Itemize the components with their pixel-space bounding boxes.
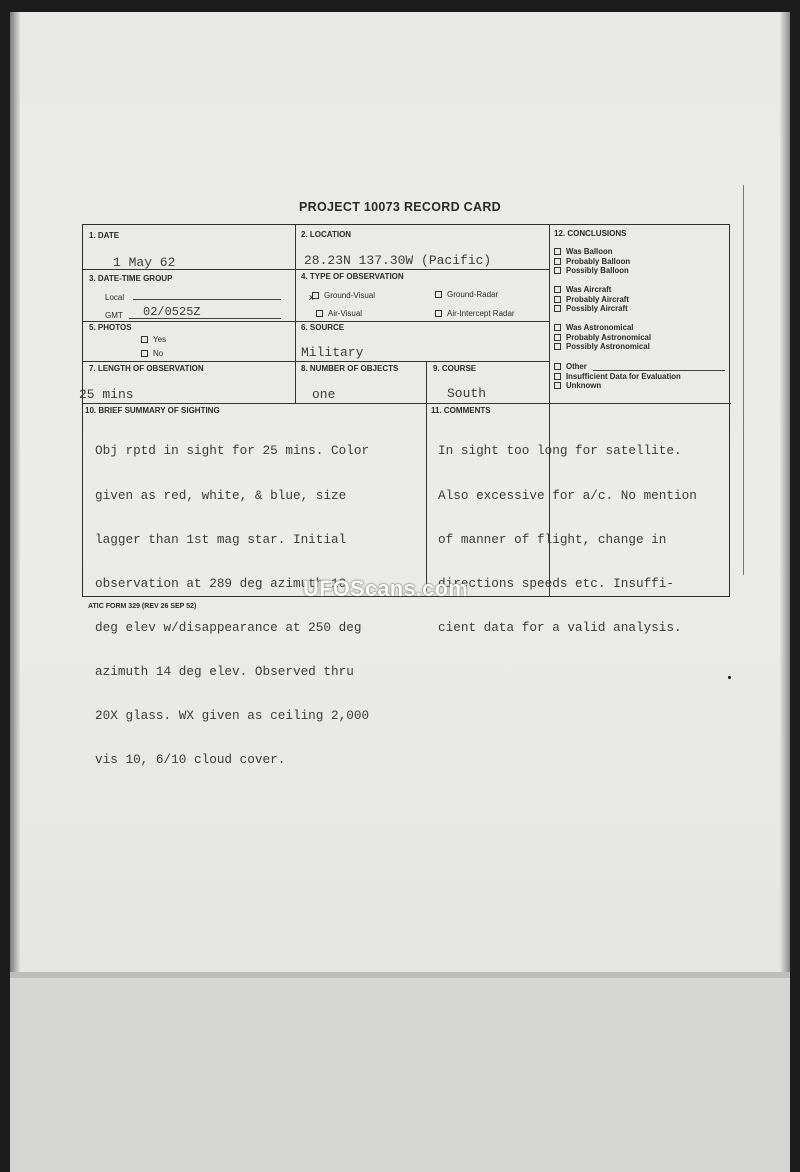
length-label: 7. LENGTH OF OBSERVATION bbox=[89, 364, 204, 373]
summary-line: observation at 289 deg azimuth 10 bbox=[95, 575, 347, 591]
summary-line: azimuth 14 deg elev. Observed thru bbox=[95, 663, 354, 679]
local-underline bbox=[133, 299, 281, 300]
length-value: 25 mins bbox=[79, 387, 134, 402]
comments-text bbox=[438, 415, 697, 665]
conclusion-label: Was Balloon bbox=[566, 247, 613, 256]
summary-line: deg elev w/disappearance at 250 deg bbox=[95, 619, 362, 635]
form-number: ATIC FORM 329 (REV 26 SEP 52) bbox=[88, 603, 197, 610]
conclusion-item[interactable] bbox=[554, 257, 630, 267]
conclusion-group-balloon bbox=[554, 247, 630, 276]
checkbox-icon bbox=[554, 248, 561, 255]
conclusion-group-other bbox=[554, 362, 681, 391]
speck bbox=[728, 676, 731, 679]
checkbox-icon bbox=[554, 286, 561, 293]
conclusion-label: Insufficient Data for Evaluation bbox=[566, 371, 681, 381]
conclusion-label: Was Astronomical bbox=[566, 323, 634, 332]
source-value: Military bbox=[301, 345, 364, 360]
checkbox-icon bbox=[435, 291, 442, 298]
gmt-value: 02/0525Z bbox=[143, 305, 201, 319]
conclusion-group-astronomical bbox=[554, 323, 651, 352]
air-visual-option[interactable] bbox=[316, 309, 362, 318]
date-label: 1. DATE bbox=[89, 231, 120, 240]
ground-radar-option[interactable] bbox=[435, 290, 498, 299]
grid-line bbox=[83, 403, 731, 404]
checkbox-icon bbox=[554, 258, 561, 265]
conclusion-item[interactable] bbox=[554, 304, 629, 314]
other-underline bbox=[593, 370, 725, 371]
location-value: 28.23N 137.30W (Pacific) bbox=[304, 253, 492, 268]
course-label: 9. COURSE bbox=[433, 364, 477, 373]
watermark: UFOScans.com bbox=[303, 576, 469, 601]
summary-line: vis 10, 6/10 cloud cover. bbox=[95, 752, 286, 768]
lower-sheet bbox=[10, 978, 790, 1172]
comments-line: directions speeds etc. Insuffi- bbox=[438, 575, 675, 591]
checkbox-icon bbox=[554, 296, 561, 303]
grid-line bbox=[426, 361, 427, 597]
conclusion-label: Other bbox=[566, 362, 587, 371]
summary-line: lagger than 1st mag star. Initial bbox=[95, 531, 347, 547]
conclusion-group-aircraft bbox=[554, 285, 629, 314]
conclusion-label: Possibly Astronomical bbox=[566, 342, 650, 351]
gmt-underline bbox=[129, 318, 281, 319]
grid-line bbox=[295, 225, 296, 403]
comments-line: of manner of flight, change in bbox=[438, 531, 667, 547]
checkbox-icon bbox=[554, 305, 561, 312]
comments-line: In sight too long for satellite. bbox=[438, 443, 682, 459]
page-shadow-right bbox=[780, 12, 790, 972]
air-visual-label: Air-Visual bbox=[328, 309, 363, 318]
grid-line bbox=[83, 321, 549, 322]
checkbox-icon bbox=[554, 324, 561, 331]
summary-line: 20X glass. WX given as ceiling 2,000 bbox=[95, 708, 370, 724]
dtg-label: 3. DATE-TIME GROUP bbox=[89, 274, 173, 283]
checkbox-icon bbox=[554, 363, 561, 370]
obs-type-label: 4. TYPE OF OBSERVATION bbox=[301, 272, 404, 281]
conclusion-label: Unknown bbox=[566, 381, 602, 390]
summary-line: given as red, white, & blue, size bbox=[95, 487, 347, 503]
gmt-label: GMT bbox=[105, 311, 123, 320]
summary-line: Obj rptd in sight for 25 mins. Color bbox=[95, 443, 370, 459]
checkbox-icon bbox=[141, 350, 148, 357]
checkbox-icon bbox=[554, 373, 561, 380]
conclusion-item[interactable] bbox=[554, 247, 630, 257]
objects-value: one bbox=[312, 387, 336, 402]
air-intercept-label: Air-Intercept Radar bbox=[447, 309, 515, 318]
checkbox-icon bbox=[554, 334, 561, 341]
grid-line bbox=[83, 361, 549, 362]
check-mark: x bbox=[309, 292, 314, 302]
photos-no-label: No bbox=[153, 349, 164, 358]
checkbox-icon bbox=[316, 310, 323, 317]
conclusion-item[interactable] bbox=[554, 266, 630, 276]
comments-line: Also excessive for a/c. No mention bbox=[438, 487, 697, 503]
source-label: 6. SOURCE bbox=[301, 323, 345, 332]
checkbox-icon bbox=[141, 336, 148, 343]
air-intercept-option[interactable] bbox=[435, 309, 515, 318]
conclusion-item[interactable] bbox=[554, 295, 629, 305]
checkbox-icon bbox=[554, 267, 561, 274]
conclusion-label: Possibly Balloon bbox=[566, 266, 629, 275]
conclusion-item[interactable] bbox=[554, 323, 651, 333]
conclusion-label: Possibly Aircraft bbox=[566, 304, 628, 313]
checkbox-icon bbox=[554, 382, 561, 389]
checkbox-icon bbox=[554, 343, 561, 350]
ground-radar-label: Ground-Radar bbox=[447, 290, 499, 299]
comments-line: cient data for a valid analysis. bbox=[438, 619, 682, 635]
conclusion-label: Probably Aircraft bbox=[566, 294, 629, 304]
card-title: PROJECT 10073 RECORD CARD bbox=[299, 200, 501, 214]
margin-rule bbox=[743, 185, 744, 575]
course-value: South bbox=[447, 386, 487, 401]
photos-yes-label: Yes bbox=[153, 335, 167, 344]
conclusion-item[interactable] bbox=[554, 381, 681, 391]
ground-visual-label: Ground-Visual bbox=[324, 291, 375, 300]
conclusion-item[interactable] bbox=[554, 372, 681, 382]
conclusion-item[interactable] bbox=[554, 333, 651, 343]
local-label: Local bbox=[105, 293, 125, 302]
photos-no-option[interactable] bbox=[141, 349, 163, 358]
photos-yes-option[interactable] bbox=[141, 335, 166, 344]
page-shadow-left bbox=[10, 12, 20, 972]
summary-label: 10. BRIEF SUMMARY OF SIGHTING bbox=[85, 406, 220, 415]
date-value: 1 May 62 bbox=[113, 255, 176, 270]
conclusion-label: Probably Balloon bbox=[566, 256, 631, 266]
conclusion-label: Was Aircraft bbox=[566, 285, 612, 294]
checkbox-icon bbox=[435, 310, 442, 317]
objects-label: 8. NUMBER OF OBJECTS bbox=[301, 364, 399, 373]
comments-label: 11. COMMENTS bbox=[431, 406, 491, 415]
photos-label: 5. PHOTOS bbox=[89, 323, 132, 332]
conclusion-item[interactable] bbox=[554, 285, 629, 295]
conclusion-label: Probably Astronomical bbox=[566, 332, 652, 342]
ground-visual-option[interactable] bbox=[309, 291, 375, 302]
conclusion-item[interactable] bbox=[554, 342, 651, 352]
conclusions-label: 12. CONCLUSIONS bbox=[554, 229, 627, 238]
location-label: 2. LOCATION bbox=[301, 230, 352, 239]
